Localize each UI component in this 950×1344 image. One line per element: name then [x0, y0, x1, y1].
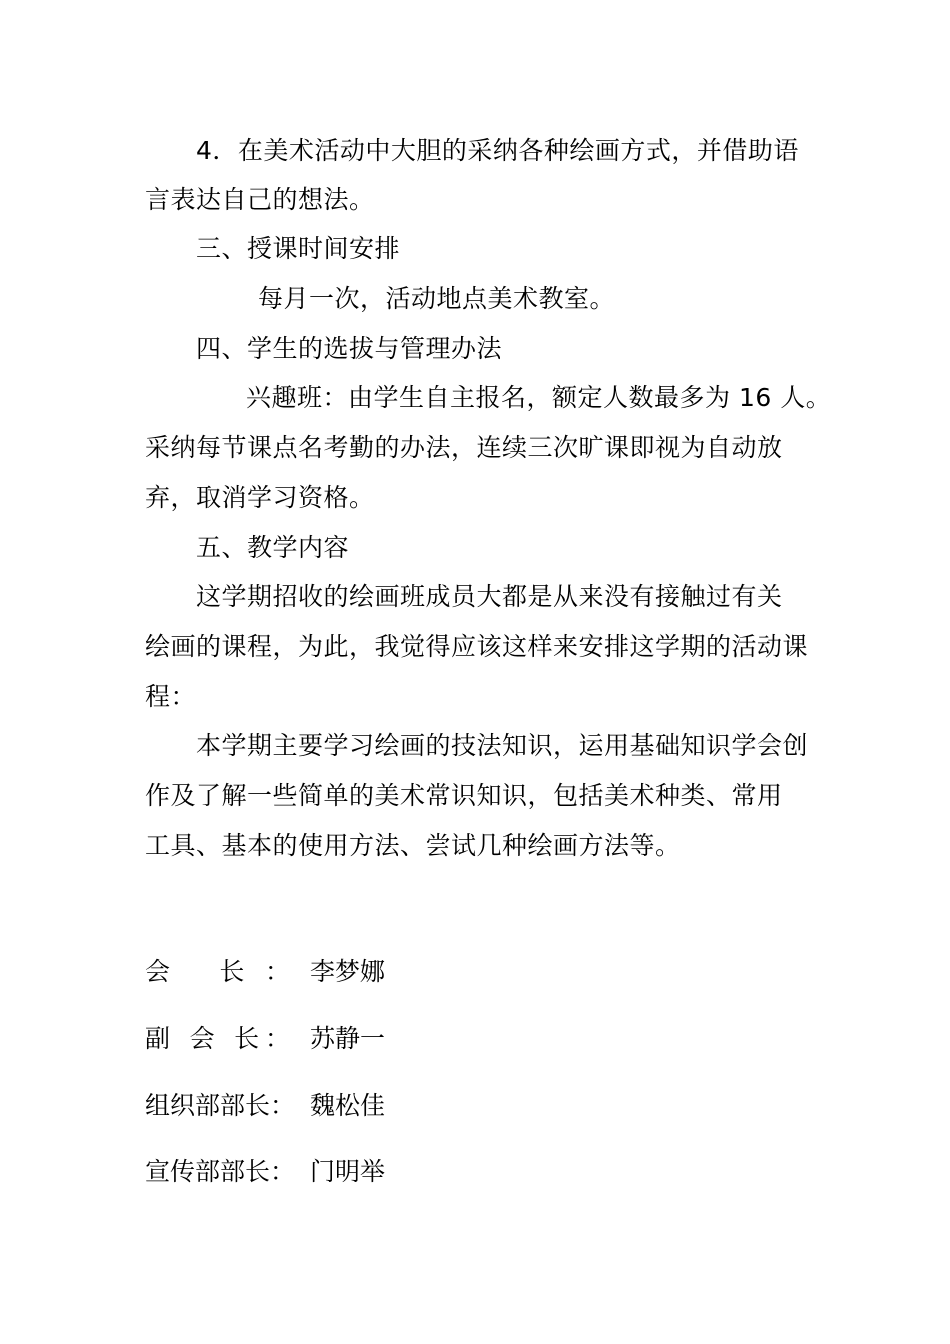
section-4-line-1: 兴趣班：由学生自主报名，额定人数最多为 16 人。	[246, 383, 832, 412]
section-3-text: 每月一次，活动地点美术教室。	[258, 284, 616, 313]
signature-name-president: 李梦娜	[310, 957, 386, 986]
section-5-p2-line-2: 作及了解一些简单的美术常识知识，包括美术种类、常用	[145, 781, 783, 810]
section-5-p1-line-1: 这学期招收的绘画班成员大都是从来没有接触过有关	[196, 582, 783, 611]
signature-name-organization-head: 魏松佳	[310, 1091, 386, 1120]
section-5-heading: 五、教学内容	[196, 533, 350, 562]
item-4-line-1: 4．在美术活动中大胆的采纳各种绘画方式，并借助语	[196, 136, 799, 165]
item-4-line-2: 言表达自己的想法。	[145, 185, 375, 214]
signature-label-publicity-head: 宣传部部长：	[145, 1157, 296, 1186]
section-3-heading: 三、授课时间安排	[196, 234, 401, 263]
section-4-line-2: 采纳每节课点名考勤的办法，连续三次旷课即视为自动放	[145, 433, 783, 462]
signature-label-organization-head: 组织部部长：	[145, 1091, 296, 1120]
section-4-line-3: 弃，取消学习资格。	[145, 483, 375, 512]
section-5-p2-line-1: 本学期主要学习绘画的技法知识，运用基础知识学会创	[196, 731, 809, 760]
signature-label-vice-president: 副 会 长：	[145, 1024, 290, 1053]
section-5-p1-line-3: 程：	[145, 682, 197, 711]
section-5-p1-line-2: 绘画的课程，为此，我觉得应该这样来安排这学期的活动课	[145, 632, 809, 661]
signature-name-publicity-head: 门明举	[310, 1157, 386, 1186]
signature-label-president: 会 长：	[145, 957, 290, 986]
signature-name-vice-president: 苏静一	[310, 1024, 386, 1053]
section-5-p2-line-3: 工具、基本的使用方法、尝试几种绘画方法等。	[145, 831, 681, 860]
section-4-heading: 四、学生的选拔与管理办法	[196, 334, 503, 363]
